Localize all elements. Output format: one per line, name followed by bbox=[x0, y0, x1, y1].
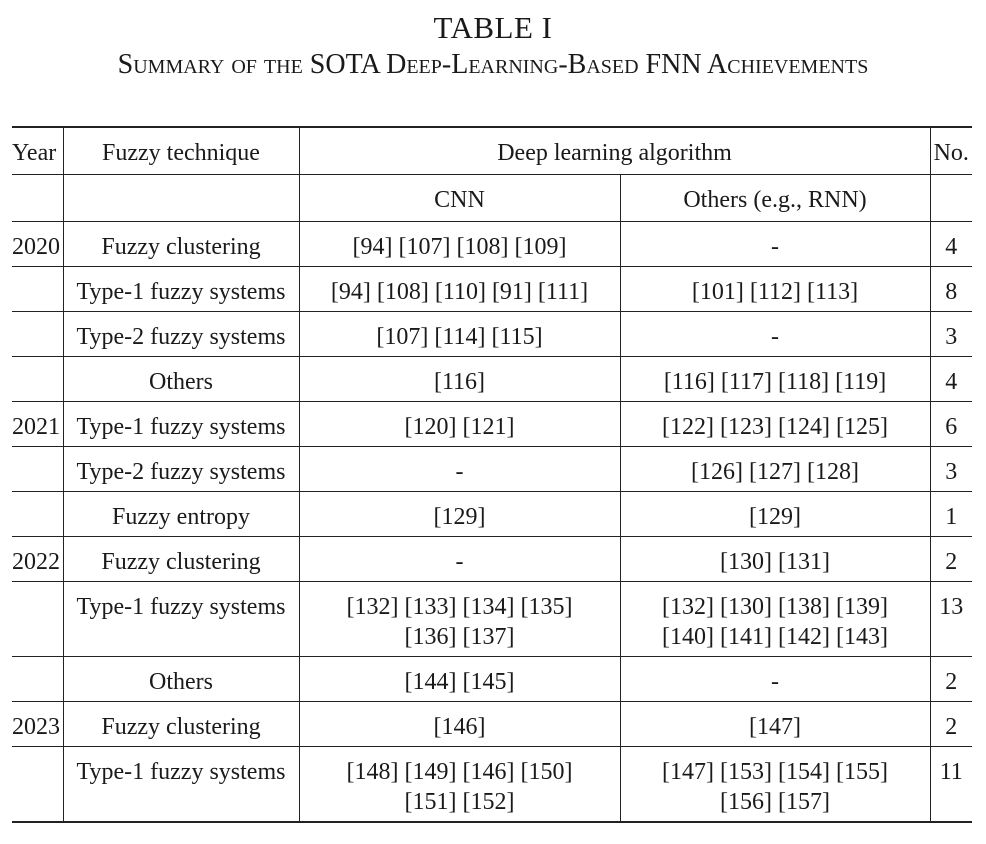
header-technique: Fuzzy technique bbox=[63, 127, 299, 175]
others-cell bbox=[620, 492, 930, 537]
reference-line: [147] bbox=[749, 714, 801, 740]
others-cell bbox=[620, 582, 930, 657]
count-cell: 3 bbox=[945, 324, 958, 350]
reference-line: [151] [152] bbox=[404, 789, 515, 815]
reference-line: [132] [130] [138] [139] bbox=[662, 594, 888, 620]
reference-line: [136] [137] bbox=[404, 624, 515, 650]
technique-cell: Type-1 fuzzy systems bbox=[63, 402, 299, 447]
count-cell: 2 bbox=[945, 549, 958, 575]
cnn-cell bbox=[299, 447, 620, 492]
year-cell: 2021 bbox=[12, 402, 63, 447]
count-cell: 4 bbox=[945, 369, 958, 395]
header-no: No. bbox=[933, 140, 969, 166]
technique-cell: Type-1 fuzzy systems bbox=[63, 747, 299, 822]
reference-line: [146] bbox=[433, 714, 486, 740]
reference-line: [148] [149] [146] [150] bbox=[346, 759, 573, 785]
table-row bbox=[12, 582, 972, 657]
year-cell bbox=[12, 747, 63, 822]
header-algorithm: Deep learning algorithm bbox=[299, 127, 930, 175]
reference-line: [120] [121] bbox=[404, 414, 515, 440]
reference-line: [94] [108] [110] [91] [111] bbox=[330, 279, 589, 305]
others-cell bbox=[620, 402, 930, 447]
reference-line: - bbox=[771, 324, 779, 350]
cnn-cell bbox=[299, 702, 620, 747]
count-cell: 2 bbox=[945, 669, 958, 695]
reference-line: [147] [153] [154] [155] bbox=[662, 759, 888, 785]
year-cell bbox=[12, 447, 63, 492]
year-cell: 2020 bbox=[12, 222, 63, 267]
reference-line: [130] [131] bbox=[720, 549, 830, 575]
table-row bbox=[12, 357, 972, 402]
table-row bbox=[12, 747, 972, 822]
cnn-cell bbox=[299, 657, 620, 702]
year-cell bbox=[12, 267, 63, 312]
header-row bbox=[12, 127, 972, 175]
cnn-cell bbox=[299, 747, 620, 822]
reference-line: [122] [123] [124] [125] bbox=[662, 414, 888, 440]
others-cell bbox=[620, 267, 930, 312]
others-cell bbox=[620, 357, 930, 402]
reference-line: [156] [157] bbox=[720, 789, 830, 815]
reference-line: [116] [117] [118] [119] bbox=[663, 369, 887, 395]
subheader-row bbox=[12, 175, 972, 222]
others-cell bbox=[620, 312, 930, 357]
table-row bbox=[12, 402, 972, 447]
reference-line: [94] [107] [108] [109] bbox=[352, 234, 567, 260]
reference-line: [140] [141] [142] [143] bbox=[662, 624, 888, 650]
others-cell bbox=[620, 702, 930, 747]
count-cell: 1 bbox=[945, 504, 958, 530]
cnn-cell bbox=[299, 402, 620, 447]
reference-line: [144] [145] bbox=[404, 669, 515, 695]
table-row bbox=[12, 222, 972, 267]
reference-line: - bbox=[771, 669, 779, 695]
table-body bbox=[12, 222, 972, 822]
table-row bbox=[12, 702, 972, 747]
subheader-cnn: CNN bbox=[299, 175, 620, 222]
technique-cell: Fuzzy clustering bbox=[63, 222, 299, 267]
year-cell bbox=[12, 492, 63, 537]
table-title: Summary of the SOTA Deep-Learning-Based FNN Achievements bbox=[117, 49, 869, 80]
year-cell: 2022 bbox=[12, 537, 63, 582]
year-cell bbox=[12, 582, 63, 657]
technique-cell: Type-1 fuzzy systems bbox=[63, 582, 299, 657]
technique-cell: Type-2 fuzzy systems bbox=[63, 312, 299, 357]
cnn-cell bbox=[299, 492, 620, 537]
count-cell: 8 bbox=[945, 279, 958, 305]
count-cell: 2 bbox=[945, 714, 958, 740]
table-row bbox=[12, 537, 972, 582]
count-cell: 13 bbox=[939, 594, 964, 620]
reference-line: [129] bbox=[433, 504, 486, 530]
technique-cell: Others bbox=[63, 357, 299, 402]
cnn-cell bbox=[299, 537, 620, 582]
count-cell: 3 bbox=[945, 459, 958, 485]
reference-line: - bbox=[771, 234, 779, 260]
reference-line: [116] bbox=[433, 369, 486, 395]
year-cell bbox=[12, 657, 63, 702]
others-cell bbox=[620, 747, 930, 822]
technique-cell: Type-2 fuzzy systems bbox=[63, 447, 299, 492]
reference-line: [129] bbox=[749, 504, 801, 530]
reference-line: [101] [112] [113] bbox=[691, 279, 859, 305]
table-row bbox=[12, 447, 972, 492]
technique-cell: Fuzzy entropy bbox=[63, 492, 299, 537]
technique-cell: Others bbox=[63, 657, 299, 702]
reference-line: [132] [133] [134] [135] bbox=[346, 594, 573, 620]
year-cell: 2023 bbox=[12, 702, 63, 747]
table-row bbox=[12, 267, 972, 312]
technique-cell: Fuzzy clustering bbox=[63, 537, 299, 582]
table-row bbox=[12, 492, 972, 537]
count-cell: 6 bbox=[945, 414, 958, 440]
count-cell: 11 bbox=[939, 759, 963, 785]
summary-table bbox=[12, 126, 972, 823]
others-cell bbox=[620, 657, 930, 702]
table-label: TABLE I bbox=[433, 10, 553, 45]
others-cell bbox=[620, 447, 930, 492]
reference-line: [107] [114] [115] bbox=[376, 324, 543, 350]
technique-cell: Fuzzy clustering bbox=[63, 702, 299, 747]
others-cell bbox=[620, 537, 930, 582]
count-cell: 4 bbox=[945, 234, 958, 260]
subheader-others: Others (e.g., RNN) bbox=[620, 175, 930, 222]
header-year: Year bbox=[12, 127, 63, 175]
others-cell bbox=[620, 222, 930, 267]
table-row bbox=[12, 312, 972, 357]
table-row bbox=[12, 657, 972, 702]
cnn-cell bbox=[299, 222, 620, 267]
cnn-cell bbox=[299, 312, 620, 357]
reference-line: - bbox=[455, 459, 464, 485]
cnn-cell bbox=[299, 267, 620, 312]
technique-cell: Type-1 fuzzy systems bbox=[63, 267, 299, 312]
reference-line: [126] [127] [128] bbox=[691, 459, 859, 485]
cnn-cell bbox=[299, 357, 620, 402]
year-cell bbox=[12, 312, 63, 357]
cnn-cell bbox=[299, 582, 620, 657]
year-cell bbox=[12, 357, 63, 402]
reference-line: - bbox=[455, 549, 464, 575]
